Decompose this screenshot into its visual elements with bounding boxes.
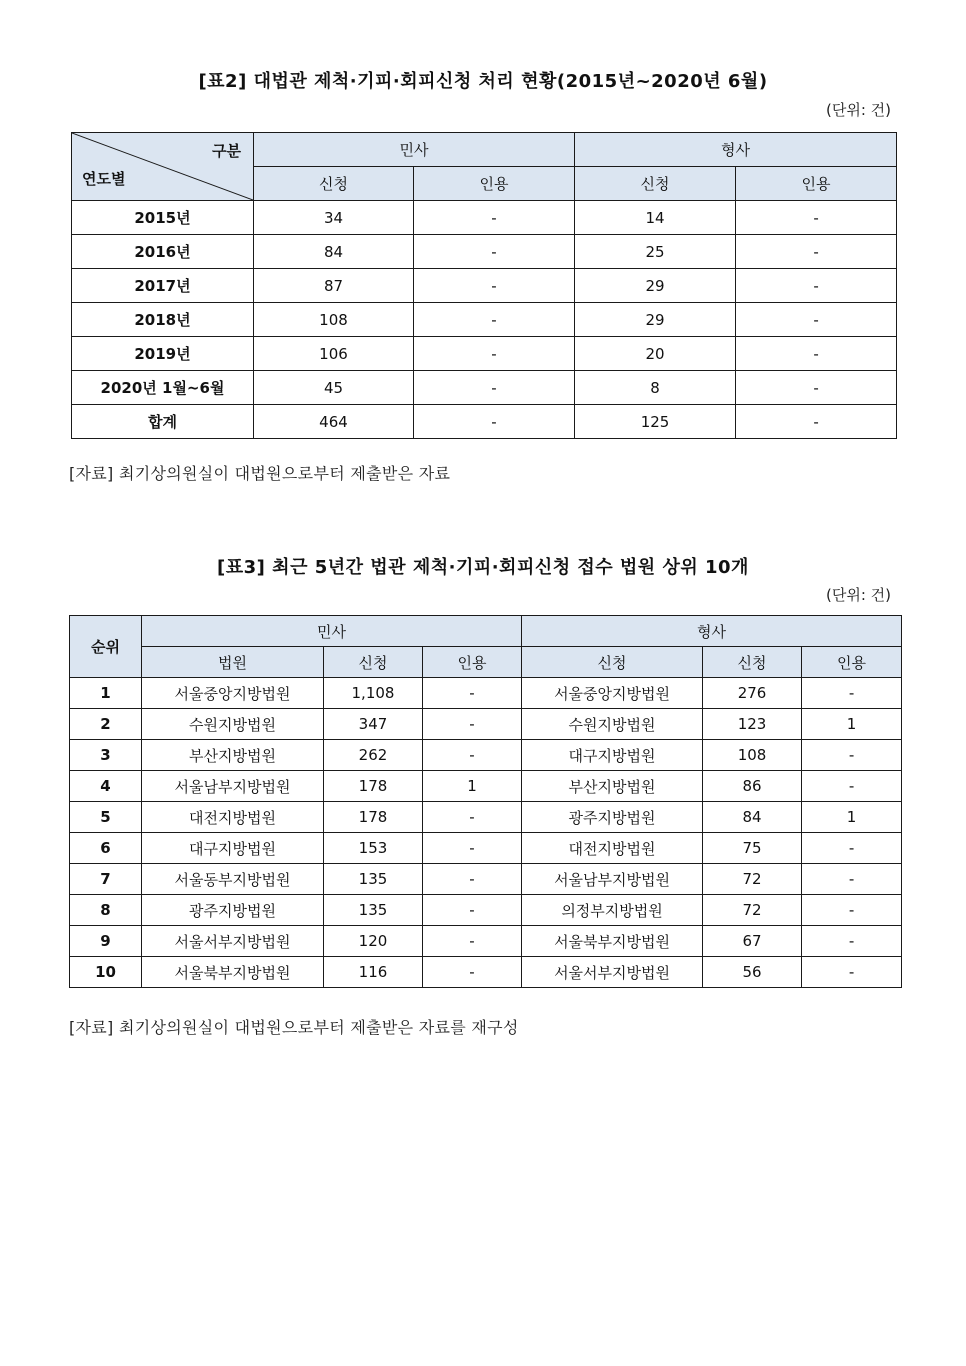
- civil-court-cell: 부산지방법원: [142, 740, 324, 771]
- table-row: [70, 864, 902, 895]
- civil-apply-cell: 116: [324, 957, 423, 988]
- table3-header-criminal-court: 신청: [522, 647, 703, 678]
- table3-title: [표3] 최근 5년간 법관 제척·기피·회피신청 접수 법원 상위 10개: [217, 557, 749, 578]
- table3-header-rank: 순위: [70, 616, 142, 678]
- table-row: [72, 201, 897, 235]
- table-row: [70, 678, 902, 709]
- civil-apply-cell: 108: [254, 303, 414, 337]
- table-row: [70, 957, 902, 988]
- civil-accept-cell: -: [414, 269, 575, 303]
- table-row: [70, 895, 902, 926]
- table2-header-criminal-apply: 신청: [575, 167, 736, 201]
- criminal-apply-cell: 75: [703, 833, 802, 864]
- table3-header-civil-accept: 인용: [423, 647, 522, 678]
- table2-header-civil-accept: 인용: [414, 167, 575, 201]
- table3-header-criminal: 형사: [522, 616, 902, 647]
- civil-accept-cell: -: [423, 864, 522, 895]
- civil-court-cell: 서울동부지방법원: [142, 864, 324, 895]
- rank-cell: 7: [70, 864, 142, 895]
- civil-accept-cell: -: [414, 201, 575, 235]
- criminal-court-cell: 부산지방법원: [522, 771, 703, 802]
- civil-accept-cell: -: [423, 740, 522, 771]
- civil-apply-cell: 87: [254, 269, 414, 303]
- year-cell: 2015년: [72, 201, 254, 235]
- criminal-apply-cell: 125: [575, 405, 736, 439]
- table3: [69, 615, 902, 988]
- criminal-apply-cell: 25: [575, 235, 736, 269]
- table-row: [70, 802, 902, 833]
- criminal-accept-cell: -: [736, 405, 897, 439]
- civil-court-cell: 서울중앙지방법원: [142, 678, 324, 709]
- civil-apply-cell: 1,108: [324, 678, 423, 709]
- rank-cell: 2: [70, 709, 142, 740]
- criminal-court-cell: 서울중앙지방법원: [522, 678, 703, 709]
- civil-apply-cell: 262: [324, 740, 423, 771]
- civil-apply-cell: 135: [324, 895, 423, 926]
- table3-source: [자료] 최기상의원실이 대법원으로부터 제출받은 자료를 재구성: [69, 1018, 519, 1037]
- civil-apply-cell: 464: [254, 405, 414, 439]
- table2-source: [자료] 최기상의원실이 대법원으로부터 제출받은 자료: [69, 464, 451, 483]
- civil-accept-cell: 1: [423, 771, 522, 802]
- civil-apply-cell: 135: [324, 864, 423, 895]
- criminal-accept-cell: -: [802, 740, 902, 771]
- criminal-court-cell: 서울북부지방법원: [522, 926, 703, 957]
- table2-header-criminal: 형사: [575, 133, 897, 167]
- criminal-apply-cell: 29: [575, 269, 736, 303]
- criminal-accept-cell: -: [802, 864, 902, 895]
- civil-accept-cell: -: [423, 957, 522, 988]
- criminal-apply-cell: 56: [703, 957, 802, 988]
- civil-accept-cell: -: [423, 833, 522, 864]
- rank-cell: 1: [70, 678, 142, 709]
- table-row: [72, 337, 897, 371]
- criminal-accept-cell: -: [736, 303, 897, 337]
- table-row-total: [72, 405, 897, 439]
- civil-apply-cell: 347: [324, 709, 423, 740]
- table-row: [70, 771, 902, 802]
- criminal-apply-cell: 84: [703, 802, 802, 833]
- criminal-court-cell: 대전지방법원: [522, 833, 703, 864]
- civil-accept-cell: -: [423, 709, 522, 740]
- table3-header-criminal-apply: 신청: [703, 647, 802, 678]
- table2-corner-cell: [72, 133, 254, 201]
- civil-accept-cell: -: [423, 926, 522, 957]
- table-row: [72, 303, 897, 337]
- criminal-court-cell: 수원지방법원: [522, 709, 703, 740]
- criminal-accept-cell: -: [802, 926, 902, 957]
- table-row: [70, 740, 902, 771]
- criminal-apply-cell: 108: [703, 740, 802, 771]
- civil-accept-cell: -: [414, 235, 575, 269]
- criminal-accept-cell: 1: [802, 802, 902, 833]
- civil-court-cell: 대전지방법원: [142, 802, 324, 833]
- civil-court-cell: 수원지방법원: [142, 709, 324, 740]
- criminal-apply-cell: 72: [703, 864, 802, 895]
- criminal-accept-cell: -: [802, 895, 902, 926]
- criminal-apply-cell: 29: [575, 303, 736, 337]
- civil-apply-cell: 178: [324, 771, 423, 802]
- criminal-court-cell: 의정부지방법원: [522, 895, 703, 926]
- criminal-accept-cell: -: [736, 235, 897, 269]
- table3-header-civil: 민사: [142, 616, 522, 647]
- year-cell: 2016년: [72, 235, 254, 269]
- rank-cell: 5: [70, 802, 142, 833]
- civil-court-cell: 대구지방법원: [142, 833, 324, 864]
- civil-accept-cell: -: [414, 405, 575, 439]
- rank-cell: 4: [70, 771, 142, 802]
- year-cell: 2017년: [72, 269, 254, 303]
- civil-accept-cell: -: [423, 678, 522, 709]
- table2-header-civil-apply: 신청: [254, 167, 414, 201]
- criminal-court-cell: 광주지방법원: [522, 802, 703, 833]
- criminal-accept-cell: -: [802, 833, 902, 864]
- civil-accept-cell: -: [414, 303, 575, 337]
- civil-apply-cell: 106: [254, 337, 414, 371]
- civil-court-cell: 서울남부지방법원: [142, 771, 324, 802]
- table2-header-civil: 민사: [254, 133, 575, 167]
- table2: [71, 132, 897, 439]
- criminal-accept-cell: -: [736, 371, 897, 405]
- civil-apply-cell: 153: [324, 833, 423, 864]
- rank-cell: 6: [70, 833, 142, 864]
- year-cell: 2020년 1월~6월: [72, 371, 254, 405]
- table3-unit: (단위: 건): [826, 586, 891, 604]
- civil-accept-cell: -: [414, 337, 575, 371]
- year-cell: 2019년: [72, 337, 254, 371]
- criminal-apply-cell: 67: [703, 926, 802, 957]
- table-row: [70, 926, 902, 957]
- table2-corner-bottom-label: 연도별: [82, 170, 126, 188]
- civil-accept-cell: -: [414, 371, 575, 405]
- criminal-apply-cell: 86: [703, 771, 802, 802]
- criminal-apply-cell: 14: [575, 201, 736, 235]
- rank-cell: 10: [70, 957, 142, 988]
- table-row: [70, 709, 902, 740]
- criminal-apply-cell: 123: [703, 709, 802, 740]
- table2-title: [표2] 대법관 제척·기피·회피신청 처리 현황(2015년~2020년 6월): [198, 71, 768, 92]
- criminal-accept-cell: 1: [802, 709, 902, 740]
- criminal-accept-cell: -: [736, 269, 897, 303]
- table3-header-civil-apply: 신청: [324, 647, 423, 678]
- civil-apply-cell: 178: [324, 802, 423, 833]
- civil-apply-cell: 45: [254, 371, 414, 405]
- total-label-cell: 합계: [72, 405, 254, 439]
- civil-accept-cell: -: [423, 802, 522, 833]
- criminal-apply-cell: 276: [703, 678, 802, 709]
- table2-header-criminal-accept: 인용: [736, 167, 897, 201]
- criminal-apply-cell: 20: [575, 337, 736, 371]
- criminal-accept-cell: -: [802, 678, 902, 709]
- year-cell: 2018년: [72, 303, 254, 337]
- rank-cell: 8: [70, 895, 142, 926]
- criminal-apply-cell: 8: [575, 371, 736, 405]
- criminal-accept-cell: -: [802, 957, 902, 988]
- criminal-accept-cell: -: [736, 337, 897, 371]
- table-row: [72, 269, 897, 303]
- criminal-apply-cell: 72: [703, 895, 802, 926]
- civil-apply-cell: 120: [324, 926, 423, 957]
- table2-unit: (단위: 건): [826, 101, 891, 119]
- table-row: [72, 235, 897, 269]
- table3-header-criminal-accept: 인용: [802, 647, 902, 678]
- civil-court-cell: 광주지방법원: [142, 895, 324, 926]
- civil-court-cell: 서울서부지방법원: [142, 926, 324, 957]
- table2-corner-top-label: 구분: [212, 142, 241, 160]
- table3-header-civil-court: 법원: [142, 647, 324, 678]
- criminal-court-cell: 서울남부지방법원: [522, 864, 703, 895]
- civil-accept-cell: -: [423, 895, 522, 926]
- criminal-court-cell: 서울서부지방법원: [522, 957, 703, 988]
- criminal-accept-cell: -: [736, 201, 897, 235]
- rank-cell: 3: [70, 740, 142, 771]
- civil-apply-cell: 84: [254, 235, 414, 269]
- criminal-accept-cell: -: [802, 771, 902, 802]
- table-row: [70, 833, 902, 864]
- civil-apply-cell: 34: [254, 201, 414, 235]
- rank-cell: 9: [70, 926, 142, 957]
- criminal-court-cell: 대구지방법원: [522, 740, 703, 771]
- civil-court-cell: 서울북부지방법원: [142, 957, 324, 988]
- table-row: [72, 371, 897, 405]
